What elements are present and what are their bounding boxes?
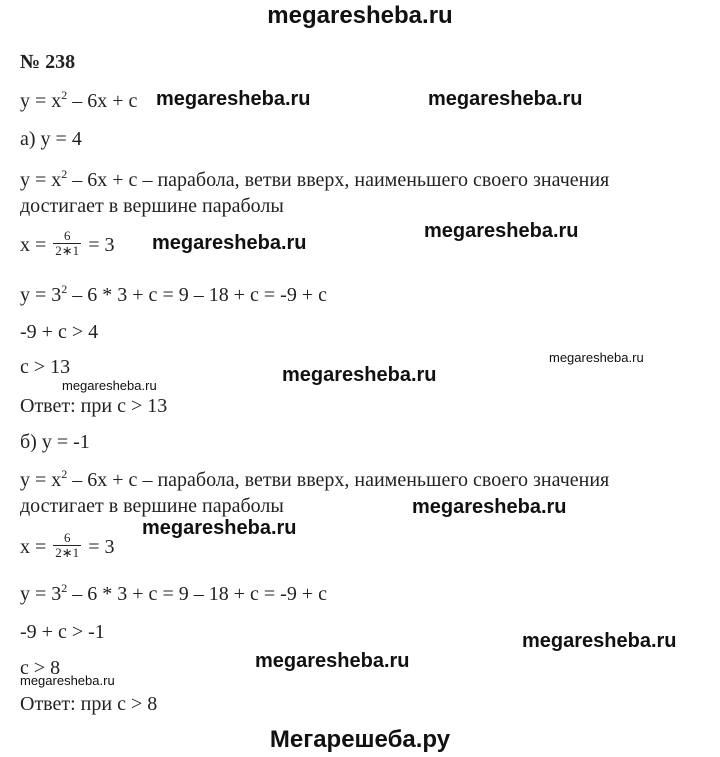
part-b-label: б) y = -1 [20, 431, 90, 453]
watermark: megaresheba.ru [412, 496, 567, 518]
part-a-vertex-x: x = $\frac{6}{2∗1}$ = 3 [20, 228, 115, 258]
watermark: megaresheba.ru [522, 630, 677, 652]
watermark: megaresheba.ru [424, 220, 579, 242]
part-b-vertex-y: $y = 3^2 - 6 * 3 + c = 9 - 18 + c = -9 + c$ [20, 581, 327, 605]
watermark: megaresheba.ru [156, 88, 311, 110]
part-a-result: c > 13 [20, 356, 71, 378]
problem-number: № 238 [20, 51, 76, 73]
part-b-answer: Ответ: при c > 8 [20, 693, 158, 715]
part-a-inequality: -9 + c > 4 [20, 321, 99, 343]
watermark: megaresheba.ru [62, 378, 157, 393]
watermark: megaresheba.ru [20, 673, 115, 688]
fraction: $\frac{6}{2∗1}$ [55, 530, 80, 560]
part-b-result: c > 8 [20, 657, 61, 679]
part-a-answer: Ответ: при c > 13 [20, 395, 168, 417]
site-footer: Мегарешеба.ру [269, 726, 451, 753]
watermark: megaresheba.ru [282, 364, 437, 386]
watermark: megaresheba.ru [428, 88, 583, 110]
part-b-inequality: -9 + c > -1 [20, 621, 105, 643]
watermark: megaresheba.ru [255, 650, 410, 672]
watermark: megaresheba.ru [549, 350, 644, 365]
watermark: megaresheba.ru [152, 232, 307, 254]
fraction: $\frac{6}{2∗1}$ [55, 228, 80, 258]
part-a-description: $y = x^2 - 6x + c$ – парабола, ветви вверх, наименьшего своего значения [20, 167, 610, 191]
part-b-description-line2: достигает в вершине параболы [20, 495, 284, 517]
part-b-description: $y = x^2 - 6x + c$ – парабола, ветви вверх, наименьшего своего значения [20, 467, 610, 491]
part-a-vertex-y: $y = 3^2 - 6 * 3 + c = 9 - 18 + c = -9 + c$ [20, 282, 327, 306]
site-header: megaresheba.ru [267, 2, 453, 29]
function-definition: $y = x^2 - 6x + c$ [20, 88, 138, 112]
part-a-description-line2: достигает в вершине параболы [20, 195, 284, 217]
watermark: megaresheba.ru [142, 517, 297, 539]
part-b-vertex-x: x = $\frac{6}{2∗1}$ = 3 [20, 530, 115, 560]
part-a-label: а) y = 4 [20, 128, 82, 150]
